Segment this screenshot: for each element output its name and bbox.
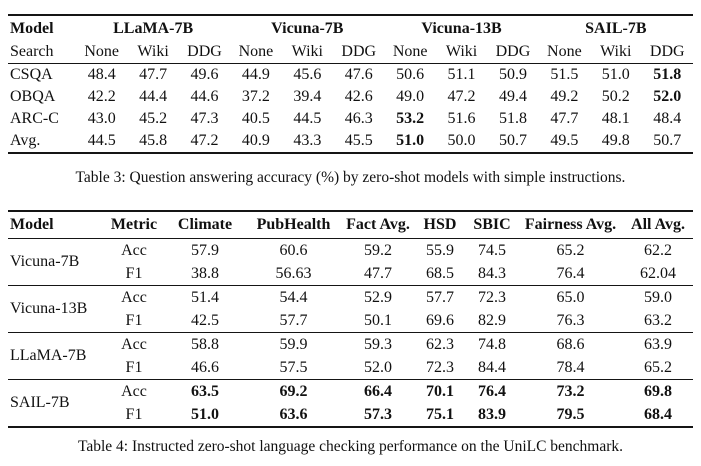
table-4-cell: 76.3 [556, 311, 585, 329]
table-4-metric-cell: F1 [125, 358, 143, 376]
table-3-cell: 47.2 [190, 132, 219, 149]
table-3-cell: 48.1 [601, 110, 630, 127]
table-4-row [8, 262, 693, 286]
table-4-cell: 66.4 [342, 380, 414, 404]
table-4-cell: 70.1 [414, 380, 466, 404]
table-3-cell: 49.4 [498, 88, 527, 105]
table-3-cell: 50.9 [498, 66, 527, 83]
table-3-cell: 44.6 [190, 88, 219, 105]
table-3-row-label: OBQA [10, 88, 56, 105]
table-4-model-cell: Vicuna-7B [8, 239, 103, 286]
table-4-metric-cell: Acc [103, 239, 165, 263]
table-4-cell: 75.1 [426, 405, 454, 423]
table-4-cell: 84.3 [478, 264, 506, 282]
table-4-cell: 68.6 [518, 333, 623, 357]
table-3-header-row-search [8, 41, 693, 64]
table-4-metric-cell: F1 [125, 405, 143, 423]
table-3-group-header: Vicuna-7B [271, 19, 344, 37]
table-4-cell: 51.4 [165, 286, 245, 310]
table-3-cell: 52.0 [653, 88, 682, 105]
table-4-cell: 57.7 [279, 311, 308, 329]
table-3-cell: 50.6 [396, 66, 425, 83]
table-3-search-mode-header: None [384, 41, 435, 64]
table-4-row [8, 286, 693, 310]
table-4-cell: 47.7 [364, 264, 392, 282]
table-4-cell: 55.9 [414, 239, 466, 263]
table-3-cell: 44.5 [293, 110, 322, 127]
table-3-cell: 43.3 [293, 132, 322, 149]
table-3-cell: 47.6 [344, 66, 373, 83]
table-3-cell: 51.8 [653, 66, 682, 83]
table-4-cell: 46.6 [191, 358, 219, 376]
table-4-cell: 38.8 [191, 264, 219, 282]
table-3-cell: 50.7 [653, 132, 682, 149]
table-3-row [8, 108, 693, 130]
table-4-column-header: Model [8, 211, 103, 239]
table-3-cell: 39.4 [293, 88, 322, 105]
table-3-search-mode-header: Wiki [590, 41, 641, 64]
table-4-cell: 42.5 [191, 311, 219, 329]
table-4-cell: 59.2 [342, 239, 414, 263]
table-3-cell: 51.5 [550, 66, 579, 83]
table-4-cell: 52.0 [364, 358, 392, 376]
table-4-cell: 50.1 [364, 311, 392, 329]
table-4-cell: 57.9 [165, 239, 245, 263]
table-4-column-header: Metric [103, 211, 165, 239]
table-3-row [8, 130, 693, 153]
table-4-column-header: SBIC [466, 211, 518, 239]
table-3-search-mode-header: Wiki [282, 41, 333, 64]
table-3-group-header: Vicuna-13B [421, 19, 502, 37]
table-4-cell: 63.2 [644, 311, 672, 329]
table-3-cell: 51.0 [396, 132, 425, 149]
table-4-model-cell: Vicuna-13B [8, 286, 103, 333]
table-3-header [8, 15, 693, 64]
table-3-cell: 49.2 [550, 88, 579, 105]
table-3-cell: 49.8 [601, 132, 630, 149]
table-3-cell: 51.6 [447, 110, 476, 127]
table-3-header-row-models [8, 15, 693, 41]
table-3-qa-accuracy [8, 14, 693, 154]
table-4-column-header: HSD [414, 211, 466, 239]
table-3-cell: 45.2 [139, 110, 168, 127]
table-4-cell: 65.2 [518, 239, 623, 263]
table-4-column-header: Fact Avg. [342, 211, 414, 239]
table-4-cell: 52.9 [342, 286, 414, 310]
table-3-cell: 42.2 [87, 88, 116, 105]
table-4-cell: 63.6 [279, 405, 308, 423]
table-3-group-header: SAIL-7B [585, 19, 647, 37]
table-3-cell: 44.9 [241, 66, 270, 83]
table-3-row [8, 86, 693, 108]
table-4-column-header: All Avg. [623, 211, 693, 239]
table-4-row [8, 380, 693, 404]
table-4-row [8, 239, 693, 263]
table-4-metric-cell: F1 [125, 311, 143, 329]
table-4-cell: 63.9 [623, 333, 693, 357]
table-4-cell: 65.2 [644, 358, 672, 376]
table-4-model-cell: SAIL-7B [8, 380, 103, 428]
table-4-cell: 51.0 [191, 405, 219, 423]
table-3-group-header: LLaMA-7B [113, 19, 194, 37]
table-4-metric-cell: Acc [103, 286, 165, 310]
table-3-search-mode-header: DDG [487, 41, 538, 64]
table-3-caption: Table 3: Question answering accuracy (%) by zero-shot models with simple instructions. [75, 169, 626, 186]
table-3-cell: 49.0 [396, 88, 425, 105]
table-4-cell: 74.8 [466, 333, 518, 357]
table-3-cell: 51.8 [498, 110, 527, 127]
table-4-row [8, 403, 693, 427]
table-4-metric-cell: Acc [103, 380, 165, 404]
table-3-cell: 48.4 [87, 66, 116, 83]
table-4-model-cell: LLaMA-7B [8, 333, 103, 380]
table-3-model-header: Model [10, 19, 54, 37]
table-4-cell: 60.6 [245, 239, 342, 263]
table-3-cell: 45.6 [293, 66, 322, 83]
table-3-cell: 50.0 [447, 132, 476, 149]
table-4-cell: 57.7 [414, 286, 466, 310]
table-3-cell: 40.9 [241, 132, 270, 149]
table-3-cell: 51.1 [447, 66, 476, 83]
table-4-column-header: PubHealth [245, 211, 342, 239]
table-3-search-mode-header: Wiki [436, 41, 487, 64]
table-4-cell: 73.2 [518, 380, 623, 404]
table-4-cell: 76.4 [556, 264, 585, 282]
table-3-search-mode-header: None [76, 41, 127, 64]
table-4-cell: 69.2 [245, 380, 342, 404]
table-3-search-mode-header: DDG [333, 41, 384, 64]
table-3-cell: 49.6 [190, 66, 219, 83]
table-4-cell: 82.9 [478, 311, 506, 329]
table-3-row [8, 64, 693, 87]
table-3-cell: 42.6 [344, 88, 373, 105]
table-3-row-label: Avg. [10, 132, 41, 149]
table-3-cell: 47.3 [190, 110, 219, 127]
table-3-search-mode-header: None [230, 41, 281, 64]
table-4-cell: 57.3 [364, 405, 392, 423]
table-3-cell: 46.3 [344, 110, 373, 127]
table-4-metric-cell: Acc [103, 333, 165, 357]
table-3-cell: 45.8 [139, 132, 168, 149]
table-3-cell: 51.0 [601, 66, 630, 83]
table-4-cell: 72.3 [466, 286, 518, 310]
table-4-cell: 62.2 [623, 239, 693, 263]
table-4-cell: 79.5 [556, 405, 585, 423]
table-4-cell: 57.5 [279, 358, 308, 376]
table-3-cell: 37.2 [241, 88, 270, 105]
table-4-cell: 63.5 [165, 380, 245, 404]
table-4-cell: 62.3 [414, 333, 466, 357]
table-3-row-label: CSQA [10, 66, 53, 83]
table-4-cell: 69.6 [426, 311, 454, 329]
table-3-search-mode-header: DDG [641, 41, 693, 64]
table-3-cell: 45.5 [344, 132, 373, 149]
table-4-column-header: Fairness Avg. [518, 211, 623, 239]
table-3-cell: 40.5 [241, 110, 270, 127]
table-4-row [8, 333, 693, 357]
table-3-search-mode-header: DDG [179, 41, 230, 64]
table-4-row [8, 356, 693, 380]
table-3-row-label: ARC-C [10, 110, 59, 127]
table-3-cell: 53.2 [396, 110, 425, 127]
table-3-cell: 47.7 [550, 110, 579, 127]
table-4-cell: 65.0 [518, 286, 623, 310]
table-4-column-header: Climate [165, 211, 245, 239]
table-4-header-row [8, 211, 693, 239]
table-4-cell: 59.9 [245, 333, 342, 357]
table-4-cell: 83.9 [478, 405, 506, 423]
table-4-cell: 58.8 [165, 333, 245, 357]
table-4-cell: 56.63 [275, 264, 312, 282]
table-3-cell: 44.4 [139, 88, 168, 105]
table-3-cell: 50.7 [498, 132, 527, 149]
table-4-header [8, 211, 693, 239]
table-3-cell: 49.5 [550, 132, 579, 149]
table-4-cell: 68.5 [426, 264, 454, 282]
table-4-cell: 78.4 [556, 358, 585, 376]
table-3-body [8, 64, 693, 154]
table-4-cell: 84.4 [478, 358, 506, 376]
table-4-row [8, 309, 693, 333]
table-4-body [8, 239, 693, 428]
table-3-cell: 50.2 [601, 88, 630, 105]
table-3-cell: 47.2 [447, 88, 476, 105]
table-4-cell: 69.8 [623, 380, 693, 404]
table-3-search-header: Search [8, 41, 76, 64]
table-3-cell: 47.7 [139, 66, 168, 83]
table-4-cell: 59.3 [342, 333, 414, 357]
table-4-cell: 76.4 [466, 380, 518, 404]
table-4-caption: Table 4: Instructed zero-shot language checking performance on the UniLC benchmark. [77, 438, 624, 455]
table-4-cell: 68.4 [644, 405, 672, 423]
table-3-cell: 43.0 [87, 110, 116, 127]
table-3-search-mode-header: None [539, 41, 590, 64]
table-4-cell: 74.5 [466, 239, 518, 263]
table-3-cell: 44.5 [87, 132, 116, 149]
table-3-cell: 48.4 [653, 110, 682, 127]
table-4-metric-cell: F1 [125, 264, 143, 282]
table-4-cell: 62.04 [640, 264, 676, 282]
table-4-unilc-benchmark [8, 210, 693, 428]
table-4-cell: 72.3 [426, 358, 454, 376]
table-4-cell: 54.4 [245, 286, 342, 310]
table-4-cell: 59.0 [623, 286, 693, 310]
table-3-search-mode-header: Wiki [127, 41, 178, 64]
